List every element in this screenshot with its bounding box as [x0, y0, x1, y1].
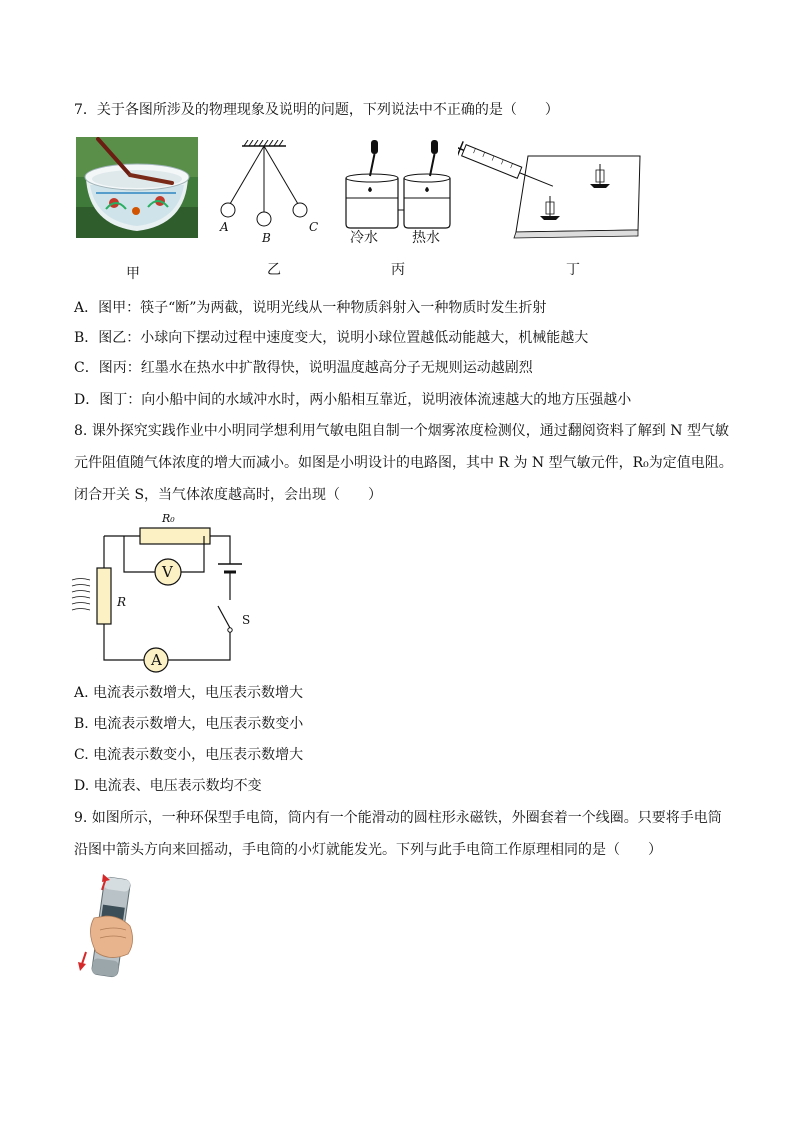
syringe-boats-diagram	[458, 140, 644, 240]
circuit-label-switch: S	[242, 613, 251, 627]
q7-option-b: B．图乙：小球向下摆动过程中速度变大，说明小球位置越低动能越大，机械能越大	[74, 330, 589, 346]
q8-option-d: D. 电流表、电压表示数均不变	[74, 778, 262, 794]
pendulum-label-b: B	[262, 231, 271, 245]
pendulum-label-a: A	[220, 220, 229, 234]
bowl-chopstick-photo	[76, 137, 198, 238]
caption-yi: 乙	[267, 262, 281, 278]
ammeter-symbol: A	[151, 651, 162, 669]
q7-option-a: A．图甲：筷子“断”为两截，说明光线从一种物质斜射入一种物质时发生折射	[74, 300, 547, 316]
voltmeter-symbol: V	[162, 563, 173, 581]
q7-stem: 7．关于各图所涉及的物理现象及说明的问题，下列说法中不正确的是（ ）	[74, 102, 559, 118]
circuit-label-r: R	[117, 595, 127, 609]
q8-option-a: A. 电流表示数增大，电压表示数增大	[74, 685, 304, 701]
q8-stem-line-2: 元件阻值随气体浓度的增大而减小。如图是小明设计的电路图，其中 R 为 N 型气敏元件，R₀为定值电阻。	[74, 455, 733, 471]
q7-option-c: C．图丙：红墨水在热水中扩散得快，说明温度越高分子无规则运动越剧烈	[74, 360, 533, 376]
q7-option-d: D．图丁：向小船中间的水域冲水时，两小船相互靠近，说明液体流速越大的地方压强越小	[74, 392, 632, 408]
circuit-label-r0: R₀	[162, 512, 175, 525]
q8-option-b: B. 电流表示数增大，电压表示数变小	[74, 716, 304, 732]
caption-ding: 丁	[566, 262, 580, 278]
q8-stem-line-3: 闭合开关 S，当气体浓度越高时，会出现（ ）	[74, 487, 383, 503]
beaker-label-hot: 热水	[412, 230, 440, 246]
flashlight-photo	[76, 872, 146, 982]
pendulum-label-c: C	[309, 220, 319, 234]
caption-jia: 甲	[126, 266, 140, 282]
q9-stem-line-1: 9. 如图所示，一种环保型手电筒，筒内有一个能滑动的圆柱形永磁铁，外圈套着一个线圈。只要将手电筒	[74, 810, 722, 826]
beakers-diagram	[340, 138, 452, 230]
q8-option-c: C. 电流表示数变小，电压表示数增大	[74, 747, 304, 763]
beaker-label-cold: 冷水	[350, 230, 378, 246]
caption-bing: 丙	[391, 262, 405, 278]
q8-stem-line-1: 8. 课外探究实践作业中小明同学想利用气敏电阻自制一个烟雾浓度检测仪，通过翻阅资料了解到 N 型气敏	[74, 423, 729, 439]
q9-stem-line-2: 沿图中箭头方向来回摇动，手电筒的小灯就能发光。下列与此手电筒工作原理相同的是（ ）	[74, 842, 662, 858]
